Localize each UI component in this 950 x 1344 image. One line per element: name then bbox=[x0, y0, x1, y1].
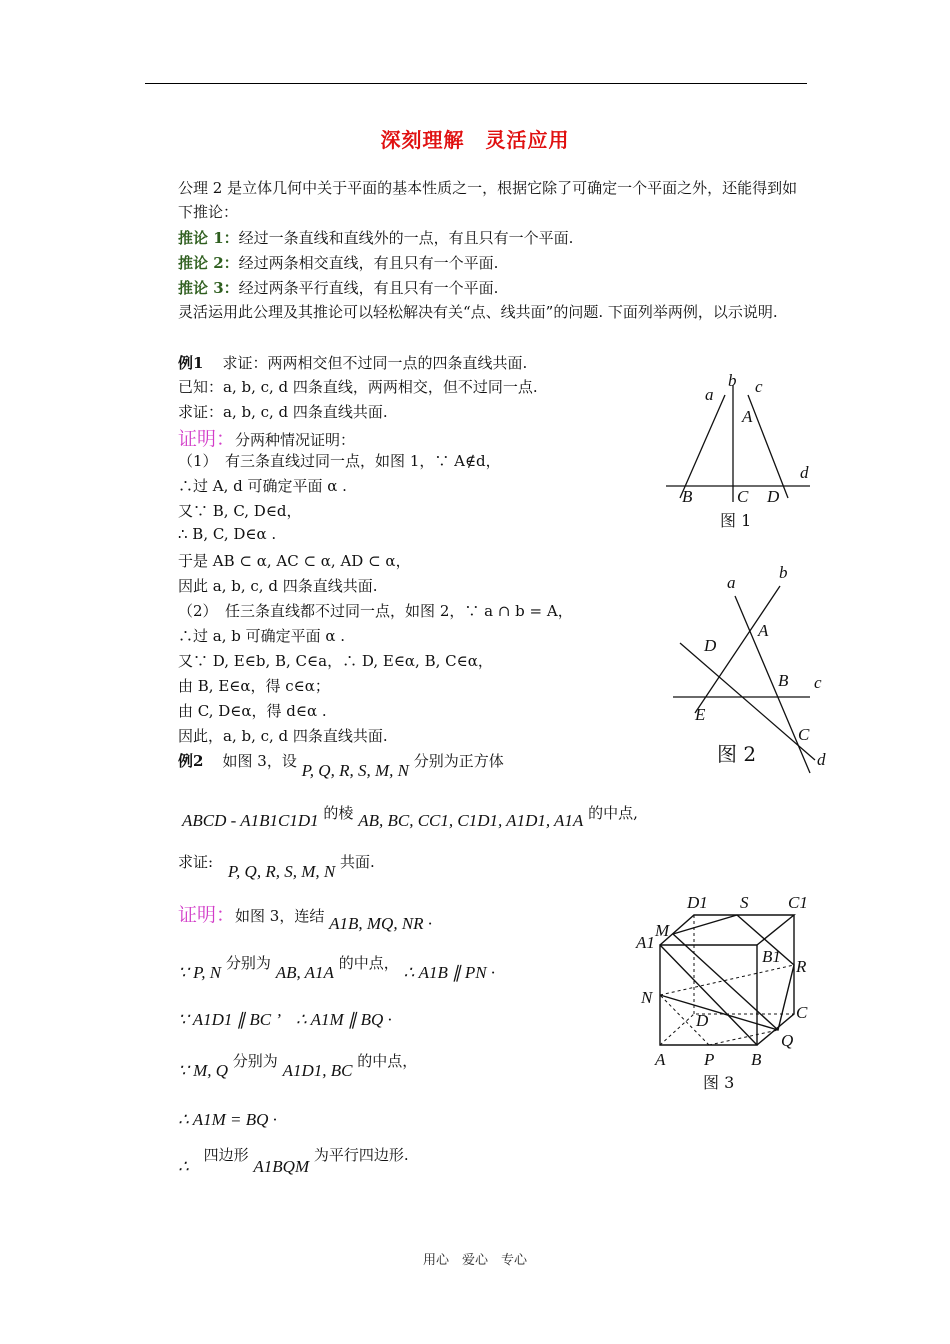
example2-proof-line-6 bbox=[178, 1144, 409, 1176]
example2-label: 例2 bbox=[178, 752, 204, 770]
proof-line-5-pre: ∴ A1M = BQ · bbox=[178, 1110, 277, 1129]
corollary-2-text: 经过两条相交直线，有且只有一个平面. bbox=[238, 254, 499, 272]
fig2-label-a: a bbox=[727, 573, 736, 592]
example1-proof-intro: 分两种情况证明： bbox=[235, 431, 356, 449]
fig2-label-A: A bbox=[758, 621, 769, 640]
example1-prove: 求证：a, b, c, d 四条直线共面. bbox=[178, 403, 388, 421]
fig2-label-c: c bbox=[814, 673, 822, 692]
case1-line-2: ∴过 A, d 可确定平面 α . bbox=[178, 477, 347, 495]
case2-line-2: ∴过 a, b 可确定平面 α . bbox=[178, 627, 346, 645]
proof-line-6-mid: 四边形 bbox=[203, 1146, 249, 1164]
fig1-label-c: c bbox=[755, 377, 763, 396]
fig1-line-a bbox=[680, 395, 725, 498]
fig1-label-A: A bbox=[742, 407, 753, 426]
fig3-label-S: S bbox=[740, 893, 749, 912]
fig3-segment-pq bbox=[709, 1030, 778, 1045]
fig3-label-R: R bbox=[796, 957, 807, 976]
corollary-3-text: 经过两条平行直线，有且只有一个平面. bbox=[238, 279, 499, 297]
proof-line-3-pre: ∵ A1D1 ∥ BC ’ bbox=[178, 1010, 282, 1029]
fig1-label-d: d bbox=[800, 463, 809, 482]
fig3-hexagon bbox=[660, 915, 794, 1030]
example2-proof-line-1 bbox=[178, 900, 433, 933]
case2-line-5: 由 C, D∈α，得 d∈α . bbox=[178, 702, 327, 720]
corollary-1 bbox=[178, 227, 573, 248]
fig3-label-A: A bbox=[655, 1050, 666, 1069]
fig3-label-M: M bbox=[655, 921, 670, 940]
fig1-line-c bbox=[748, 395, 788, 498]
fig1-caption: 图 1 bbox=[720, 511, 752, 530]
proof-line-2-tail: ∴ A1B ∥ PN · bbox=[403, 963, 496, 982]
corollary-3 bbox=[178, 277, 498, 298]
fig3-label-N: N bbox=[641, 988, 653, 1007]
edges-list: AB, BC, CC1, C1D1, A1D1, A1A bbox=[358, 811, 584, 830]
fig3-label-A1: A1 bbox=[636, 933, 655, 952]
cube-name: ABCD - A1B1C1D1 bbox=[182, 811, 319, 830]
page-title: 深刻理解 灵活应用 bbox=[380, 128, 570, 152]
page-footer: 用心 爱心 专心 bbox=[422, 1253, 527, 1268]
fig3-label-D: D bbox=[696, 1011, 709, 1030]
example2-prove-points: P, Q, R, S, M, N bbox=[227, 862, 336, 881]
proof-line-2-mid: 分别为 bbox=[225, 954, 271, 972]
figure-3 bbox=[633, 888, 818, 1098]
fig3-label-C: C bbox=[796, 1003, 808, 1022]
fig3-label-P: P bbox=[704, 1050, 715, 1069]
example2-prove-suffix: 共面. bbox=[339, 853, 375, 871]
example1-proof-heading bbox=[178, 424, 355, 451]
corollary-3-label: 推论 3： bbox=[178, 279, 239, 297]
corollary-1-text: 经过一条直线和直线外的一点，有且只有一个平面. bbox=[238, 229, 574, 247]
edges-word: 的棱 bbox=[323, 804, 354, 822]
example2-suffix: 分别为正方体 bbox=[413, 752, 504, 770]
case2-line-4: 由 B, E∈α，得 c∈α； bbox=[178, 677, 330, 695]
case1-line-4: ∴ B, C, D∈α . bbox=[178, 525, 277, 543]
fig2-label-d: d bbox=[817, 750, 826, 769]
example2-prove bbox=[178, 851, 375, 881]
example2-proof-line-5 bbox=[178, 1110, 277, 1130]
intro-paragraph: 公理 2 是立体几何中关于平面的基本性质之一，根据它除了可确定一个平面之外，还能得到如下推论： bbox=[178, 179, 798, 221]
fig3-label-Q: Q bbox=[781, 1031, 794, 1050]
proof-line-4-mid: 分别为 bbox=[232, 1052, 278, 1070]
fig3-segment-nr bbox=[660, 965, 794, 995]
fig3-label-C1: C1 bbox=[788, 893, 808, 912]
figure-2 bbox=[665, 558, 840, 778]
fig3-diagonal-a1b bbox=[660, 945, 757, 1045]
fig2-label-b: b bbox=[779, 563, 788, 582]
fig3-label-D1: D1 bbox=[687, 893, 708, 912]
case1-line-1: （1） 有三条直线过同一点，如图 1，∵ A∉d， bbox=[178, 452, 501, 470]
fig2-label-D: D bbox=[704, 636, 717, 655]
case1-line-6: 因此 a, b, c, d 四条直线共面. bbox=[178, 577, 378, 595]
case2-line-3: 又∵ D, E∈b, B, C∈a，∴ D, E∈α, B, C∈α， bbox=[178, 652, 493, 670]
proof-line-4-pre: ∵ M, Q bbox=[178, 1061, 229, 1080]
proof-line-3-tail: ∴ A1M ∥ BQ · bbox=[295, 1010, 392, 1029]
fig1-label-C: C bbox=[737, 487, 749, 506]
example1-given: 已知：a, b, c, d 四条直线，两两相交，但不过同一点. bbox=[178, 378, 538, 396]
fig1-label-D: D bbox=[767, 487, 780, 506]
proof-line-6-pre: ∴ bbox=[178, 1157, 189, 1176]
fig2-label-E: E bbox=[695, 705, 706, 724]
fig2-caption: 图 2 bbox=[717, 742, 757, 766]
example2-prove-label: 求证: bbox=[178, 853, 214, 871]
midpoints-word: 的中点, bbox=[588, 804, 638, 822]
fig1-label-a: a bbox=[705, 385, 714, 404]
proof-line-2-pre: ∵ P, N bbox=[178, 963, 222, 982]
fig1-label-b: b bbox=[728, 371, 737, 390]
case2-line-1: （2） 任三条直线都不过同一点，如图 2，∵ a ∩ b = A， bbox=[178, 602, 573, 620]
example2-proof-line-4 bbox=[178, 1050, 418, 1080]
proof-line-6-mid2: 为平行四边形. bbox=[313, 1146, 409, 1164]
example2-line-2 bbox=[182, 802, 638, 830]
header-rule bbox=[145, 83, 807, 84]
proof-line-4-mid2: 的中点， bbox=[357, 1052, 418, 1070]
example1-label: 例1 bbox=[178, 354, 204, 372]
proof-line-1-math: A1B, MQ, NR · bbox=[329, 914, 433, 933]
proof-line-1-pre: 如图 3，连结 bbox=[235, 907, 325, 925]
example2-prefix: 如图 3，设 bbox=[222, 752, 297, 770]
fig2-label-B: B bbox=[778, 671, 789, 690]
example2-proof-label: 证明： bbox=[178, 904, 236, 926]
case1-line-3: 又∵ B, C, D∈d， bbox=[178, 502, 302, 520]
fig1-label-B: B bbox=[682, 487, 693, 506]
example2-line-1 bbox=[178, 750, 504, 780]
corollary-1-label: 推论 1： bbox=[178, 229, 239, 247]
fig3-label-B1: B1 bbox=[762, 947, 781, 966]
proof-line-2-mid2: 的中点， bbox=[338, 954, 399, 972]
case2-line-6: 因此，a, b, c, d 四条直线共面. bbox=[178, 727, 388, 745]
case1-line-5: 于是 AB ⊂ α, AC ⊂ α, AD ⊂ α， bbox=[178, 552, 411, 570]
example2-proof-line-2 bbox=[178, 952, 496, 982]
transition-paragraph: 灵活运用此公理及其推论可以轻松解决有关“点、线共面”的问题. 下面列举两例，以示说明. bbox=[178, 303, 778, 321]
example2-proof-line-3 bbox=[178, 1010, 392, 1030]
example2-points: P, Q, R, S, M, N bbox=[301, 761, 409, 780]
corollary-2-label: 推论 2： bbox=[178, 254, 239, 272]
fig2-label-C: C bbox=[798, 725, 810, 744]
fig3-label-B: B bbox=[751, 1050, 762, 1069]
proof-line-4-math: A1D1, BC bbox=[282, 1061, 353, 1080]
fig3-caption: 图 3 bbox=[703, 1073, 735, 1092]
example1-statement: 求证：两两相交但不过同一点的四条直线共面. bbox=[222, 354, 528, 372]
example1-proof-label: 证明： bbox=[178, 428, 236, 450]
example1-heading bbox=[178, 352, 527, 373]
proof-line-6-math: A1BQM bbox=[253, 1157, 310, 1176]
proof-line-2-math: AB, A1A bbox=[275, 963, 334, 982]
corollary-2 bbox=[178, 252, 498, 273]
figure-1 bbox=[660, 370, 820, 535]
